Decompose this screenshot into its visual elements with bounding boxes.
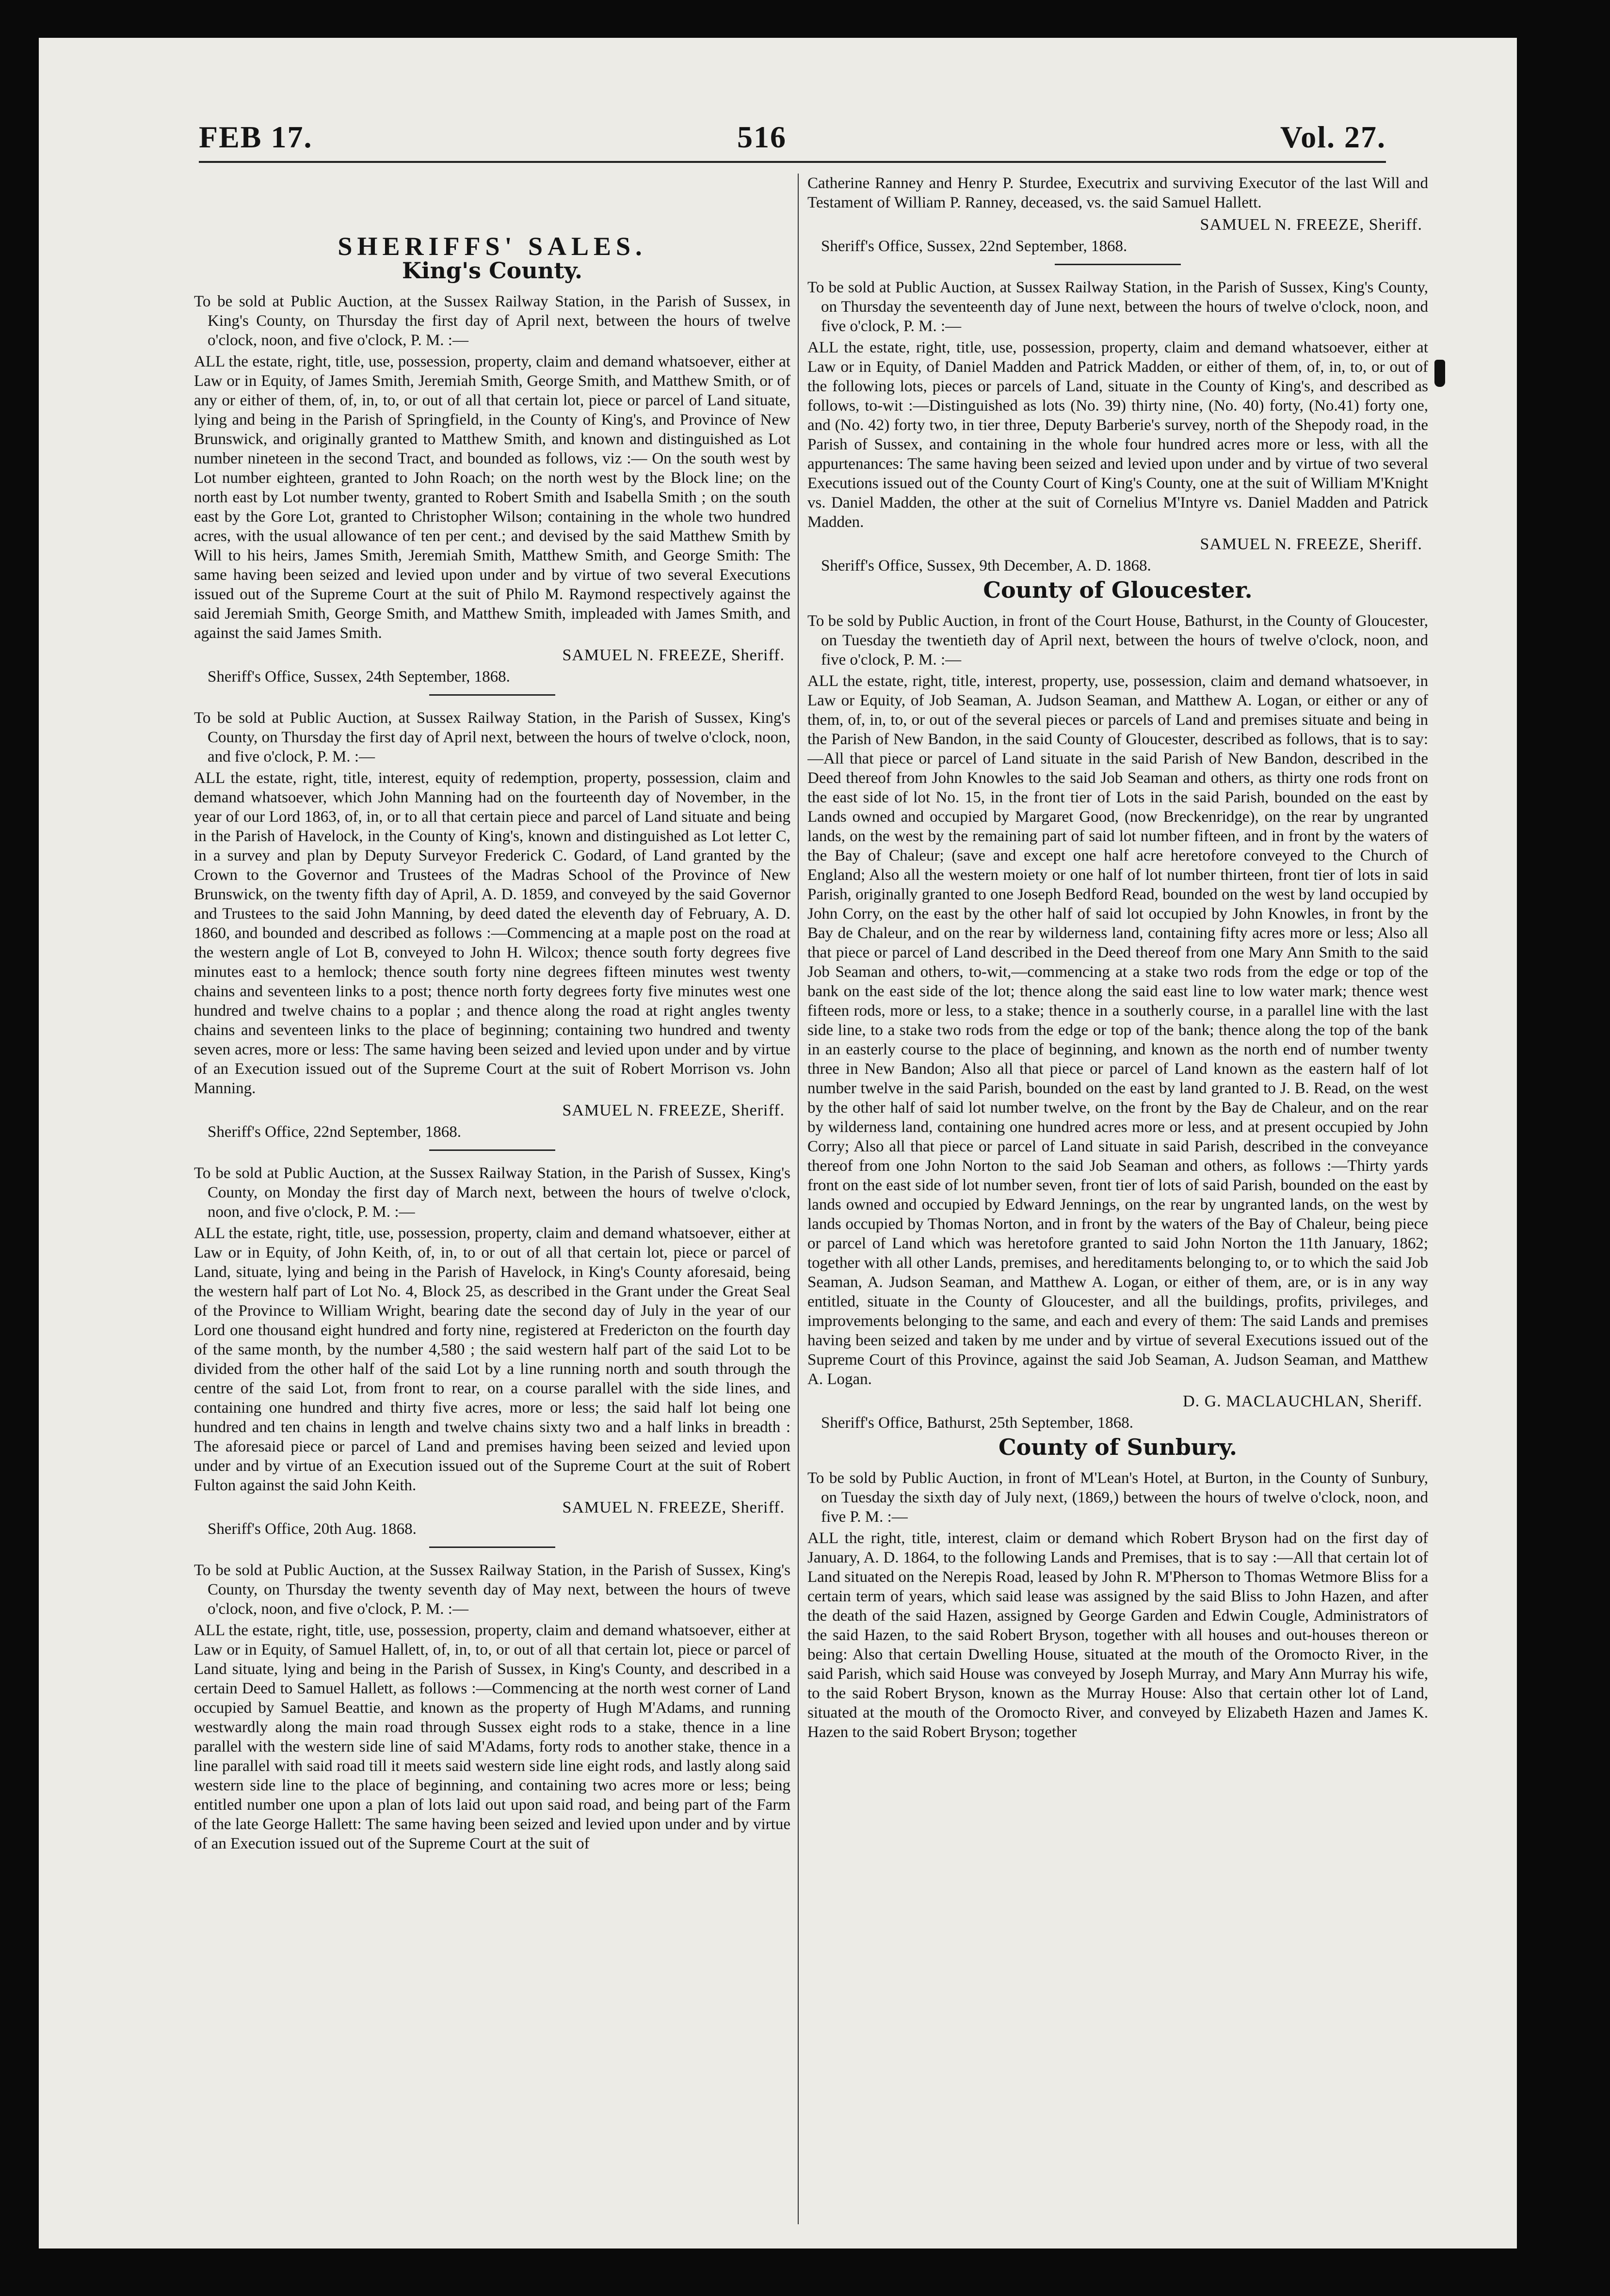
notice-separator bbox=[429, 1149, 555, 1151]
sheriff-signature: SAMUEL N. FREEZE, Sheriff. bbox=[562, 646, 785, 664]
sheriff-office-date: Sheriff's Office, Sussex, 24th September, 1868. bbox=[208, 668, 510, 686]
county-heading: King's County. bbox=[402, 257, 582, 284]
notice-separator bbox=[429, 1547, 555, 1548]
notice-intro: To be sold at Public Auction, at the Sussex Railway Station, in the Parish of Sussex, King's County, on Monday the first day of March next, between the hours of twelve o'clock, noon, and five o'clock, P. M. :— bbox=[194, 1164, 790, 1221]
sheriff-signature: SAMUEL N. FREEZE, Sheriff. bbox=[1200, 216, 1422, 234]
sale-notice bbox=[194, 292, 790, 686]
sale-notice bbox=[807, 174, 1428, 256]
sheriff-office-date: Sheriff's Office, 20th Aug. 1868. bbox=[208, 1520, 417, 1538]
notice-body: ALL the right, title, interest, claim or demand which Robert Bryson had on the first day of January, A. D. 1864, to the following Lands and Premises, that is to say :—All that certain lot of Land situated on the Nerepis Road, leased by John R. M'Pherson to Thomas Wetmore Bliss for a certain term of years, which said lease was assigned by the said Bliss to John Hazen, and after the death of the said Hazen, assigned by George Garden and Edwin Cougle, Administrators of the said Hazen, to the said Robert Bryson, together with all houses and out-houses thereon or being: Also that certain Dwelling House, situated at the mouth of the Oromocto River, in the said Parish, which said House was conveyed by Joseph Murray, and Mary Ann Murray his wife, to the said Robert Bryson, known as the Murray House: Also that certain other lot of Land, situated at the mouth of the Oromocto River, and conveyed by Elizabeth Hazen and James K. Hazen to the said Robert Bryson; together bbox=[807, 1530, 1428, 1741]
sale-notice bbox=[807, 611, 1428, 1433]
county-heading: County of Sunbury. bbox=[998, 1434, 1238, 1460]
county-heading: County of Gloucester. bbox=[983, 577, 1253, 603]
notice-body: ALL the estate, right, title, interest, equity of redemption, property, possession, claim and demand whatsoever, which John Manning had on the fourteenth day of November, in the year of our Lord 1863, of, in, or to all that certain piece and parcel of Land situate and being in the Parish of Havelock, in the County of King's, known and distinguished as Lot letter C, in a survey and plan by Deputy Surveyor Frederick C. Godard, of Land granted by the Crown to the Governor and Trustees of the Madras School of the Province of New Brunswick, on the twenty fifth day of April, A. D. 1859, and conveyed by the said Governor and Trustees to the said John Manning, by deed dated the eleventh day of February, A. D. 1860, and bounded and described as follows :—Commencing at a maple post on the road at the western angle of Lot B, conveyed to John H. Wilcox; thence south forty degrees five minutes east to a hemlock; thence south forty nine degrees fifteen minutes west twenty chains and seventeen links to a post; thence north forty degrees forty five minutes west one hundred and twelve chains to a poplar ; and thence along the road at right angles twenty chains and seventeen links to the place of beginning; containing two hundred and twenty seven acres, more or less: The same having been seized and levied upon under and by virtue of an Execution issued out of the Supreme Court at the suit of Robert Morrison vs. John Manning. bbox=[194, 769, 790, 1097]
right-column bbox=[807, 174, 1428, 2224]
ink-smudge bbox=[1434, 360, 1445, 387]
notice-body: ALL the estate, right, title, use, possession, property, claim and demand whatsoever, either at Law or in Equity, of Daniel Madden and Patrick Madden, or either of them, of, in, to, or out of the following lots, pieces or parcels of Land, situate in the County of King's, and described as follows, to-wit :—Distinguished as lots (No. 39) thirty nine, (No. 40) forty, (No.41) forty one, and (No. 42) forty two, in tier three, Deputy Barberie's survey, north of the Shepody road, in the Parish of Sussex, and containing in the whole four hundred acres more or less, with all the appurtenances: The same having been seized and levied upon under and by virtue of two several Executions issued out of the County Court of King's County, one at the suit of William M'Knight vs. Daniel Madden, the other at the suit of Cornelius M'Intyre vs. Daniel Madden and Patrick Madden. bbox=[807, 339, 1428, 531]
left-column bbox=[194, 174, 790, 2224]
notice-body: ALL the estate, right, title, interest, property, use, possession, claim and demand whatsoever, in Law or Equity, of Job Seaman, A. Judson Seaman, and Matthew A. Logan, or either or any of them, of, in, to, or out of the several pieces or parcels of Land and premises situate and being in the Parish of New Bandon, in the said County of Gloucester, described as follows, that is to say:—All that piece or parcel of Land situate in the said Parish of New Bandon, described in the Deed thereof from John Knowles to the said Job Seaman and others, as thirty one rods front on the east side of lot No. 15, in the front tier of Lots in the said Parish, bounded on the east by Lands owned and occupied by Margaret Good, (now Breckenridge), on the rear by ungranted lands, on the west by the remaining part of said lot number fifteen, and in front by the waters of the Bay of Chaleur; (save and except one half acre heretofore conveyed to the Church of England; Also all the western moiety or one half of lot number thirteen, front tier of lots in said Parish, originally granted to one Joseph Bedford Read, bounded on the west by land occupied by John Corry, on the east by the other half of said lot occupied by John Knowles, in front by the Bay de Chaleur, and on the rear by wilderness land, containing fifty acres more or less; Also all that piece or parcel of Land described in the Deed thereof from one Mary Ann Smith to the said Job Seaman and others, to-wit,—commencing at a stake two rods from the edge or top of the bank on the east side of the lot; thence along the said east line to low water mark; thence west fifteen rods, more or less, to a stake; thence in a southerly course, in a parallel line with the last side line, to a stake two rods from the edge or top of the bank; thence along the top of the bank in an easterly course to the place of beginning, and known as the north end of number twenty three in New Bandon; Also all that piece or parcel of Land known as the eastern half of lot number twelve in the said Parish, bounded on the east by land granted to J. B. Read, on the west by the other half of said lot number twelve, on the front by the Bay de Chaleur, and on the rear by wilderness land, containing one hundred acres more or less, and at present occupied by John Corry; Also all that piece or parcel of Land situate in said Parish, described in the conveyance thereof from one John Norton to the said Job Seaman and others, as follows :—Thirty yards front on the east side of lot number seven, front tier of lots of said Parish, bounded on the east by lands owned and occupied by Edward Jennings, on the rear by ungranted lands, on the west by lands occupied by Thomas Norton, and in front by the waters of the Bay of Chaleur, being piece or parcel of Land which was heretofore granted to said John Norton the 11th January, 1862; together with all other Lands, premises, and hereditaments belonging to, or to which the said Job Seaman, A. Judson Seaman, and Matthew A. Logan, or either of them, are, or is in any way entitled, situate in the County of Gloucester, and all the buildings, profits, privileges, and improvements belonging to the same, and each and every of them: The said Lands and premises having been seized and taken by me under and by virtue of several Executions issued out of the Supreme Court of this Province, against the said Job Seaman, A. Judson Seaman, and Matthew A. Logan. bbox=[807, 672, 1428, 1388]
sheriff-office-date: Sheriff's Office, Sussex, 9th December, A. D. 1868. bbox=[821, 557, 1151, 574]
newspaper-page bbox=[39, 38, 1517, 2248]
page-number: 516 bbox=[737, 120, 787, 154]
notice-intro: To be sold at Public Auction, at Sussex Railway Station, in the Parish of Sussex, King's County, on Thursday the first day of April next, between the hours of twelve o'clock, noon, and five o'clock, P. M. :— bbox=[194, 709, 790, 765]
sale-notice bbox=[194, 1561, 790, 1853]
notice-intro: To be sold by Public Auction, in front of the Court House, Bathurst, in the County of Gloucester, on Tuesday the twentieth day of April next, between the hours of twelve o'clock, noon, and five o'clock, P. M. :— bbox=[807, 612, 1428, 669]
sheriff-signature: D. G. MACLAUCHLAN, Sheriff. bbox=[1183, 1392, 1422, 1410]
sale-notice bbox=[194, 1164, 790, 1539]
sheriff-signature: SAMUEL N. FREEZE, Sheriff. bbox=[1200, 535, 1422, 553]
notice-separator bbox=[1055, 264, 1181, 265]
sheriff-office-date: Sheriff's Office, Bathurst, 25th September, 1868. bbox=[821, 1414, 1134, 1432]
page-header bbox=[39, 38, 1517, 183]
notice-body: ALL the estate, right, title, use, possession, property, claim and demand whatsoever, either at Law or in Equity, of James Smith, Jeremiah Smith, George Smith, and Matthew Smith, or of any or either of them, of, in, to, or out of all that certain lot, piece or parcel of Land situate, lying and being in the Parish of Springfield, in the County of King's, and Province of New Brunswick, and originally granted to Matthew Smith, and known and distinguished as Lot number nineteen in the second Tract, and bounded as follows, viz :— On the south west by Lot number eighteen, granted to John Roach; on the north west by the Block line; on the north east by Lot number twenty, granted to Robert Smith and Isabella Smith ; on the south east by the Gore Lot, granted to Christopher Wilson; containing in the whole two hundred acres, with the usual allowance of ten per cent.; and devised by the said Matthew Smith by Will to his heirs, James Smith, Jeremiah Smith, Matthew Smith, and George Smith: The same having been seized and levied upon under and by virtue of two several Executions issued out of the Supreme Court at the suit of Philo M. Raymond respectively against the said Jeremiah Smith, George Smith, and Matthew Smith, impleaded with James Smith, and against the said James Smith. bbox=[194, 353, 790, 642]
notice-intro: To be sold at Public Auction, at the Sussex Railway Station, in the Parish of Sussex, in King's County, on Thursday the first day of April next, between the hours of twelve o'clock, noon, and five o'clock, P. M. :— bbox=[194, 293, 790, 349]
notice-body: ALL the estate, right, title, use, possession, property, claim and demand whatsoever, either at Law or in Equity, of Samuel Hallett, of, in, to, or out of all that certain lot, piece or parcel of Land situate, lying and being in the Parish of Sussex, in King's County, and described in a certain Deed to Samuel Hallett, as follows :—Commencing at the north west corner of Land occupied by Samuel Beattie, and known as the property of Hugh M'Adams, and running westwardly along the main road through Sussex eight rods to a stake, thence in a line parallel with the western side line of said M'Adams, forty rods to another stake, thence in a line parallel with said road till it meets said western side line eight rods, and lastly along said western side line to the place of beginning, and containing two acres more or less; being entitled number one upon a plan of lots laid out upon said road, and being part of the Farm of the late George Hallett: The same having been seized and levied upon under and by virtue of an Execution issued out of the Supreme Court at the suit of bbox=[194, 1622, 790, 1852]
notice-intro: To be sold at Public Auction, at the Sussex Railway Station, in the Parish of Sussex, King's County, on Thursday the twenty seventh day of May next, between the hours of tweve o'clock, noon, and five o'clock, P. M. :— bbox=[194, 1562, 790, 1618]
notice-intro: To be sold at Public Auction, at Sussex Railway Station, in the Parish of Sussex, King's County, on Thursday the seventeenth day of June next, between the hours of twelve o'clock, noon, and five o'clock, P. M. :— bbox=[807, 279, 1428, 335]
sale-notice bbox=[807, 1468, 1428, 1742]
sheriff-signature: SAMUEL N. FREEZE, Sheriff. bbox=[562, 1499, 785, 1516]
notice-intro: To be sold by Public Auction, in front of M'Lean's Hotel, at Burton, in the County of Sunbury, on Tuesday the sixth day of July next, (1869,) between the hours of twelve o'clock, noon, and five P. M. :— bbox=[807, 1469, 1428, 1526]
issue-date: FEB 17. bbox=[199, 120, 313, 154]
sheriff-signature: SAMUEL N. FREEZE, Sheriff. bbox=[562, 1101, 785, 1119]
sale-notice bbox=[807, 278, 1428, 575]
volume-number: Vol. 27. bbox=[1280, 120, 1386, 154]
sheriff-office-date: Sheriff's Office, 22nd September, 1868. bbox=[208, 1123, 462, 1141]
sale-notice bbox=[194, 708, 790, 1142]
column-divider bbox=[798, 174, 799, 2224]
header-rule bbox=[199, 161, 1386, 163]
notice-body: ALL the estate, right, title, use, possession, property, claim and demand whatsoever, either at Law or in Equity, of John Keith, of, in, to or out of all that certain lot, piece or parcel of Land, situate, lying and being in the Parish of Havelock, in King's County aforesaid, being the western half part of Lot No. 4, Block 25, as described in the Grant under the Great Seal of the Province to William Wright, bearing date the second day of July in the year of our Lord one thousand eight hundred and forty nine, registered at Fredericton on the fourth day of the same month, by the number 4,580 ; the said western half part of the said Lot to be divided from the other half of the said Lot by a line running north and south through the centre of the said Lot, from front to rear, on a course parallel with the side lines, and containing one hundred and thirty five acres, more or less; the said half lot being one hundred and ten chains in length and twelve chains sixty two and a half links in breadth : The aforesaid piece or parcel of Land and premises having been seized and levied upon under and by virtue of an Execution issued out of the Supreme Court at the suit of Robert Fulton against the said John Keith. bbox=[194, 1225, 790, 1494]
section-title: SHERIFFS' SALES. bbox=[338, 232, 647, 261]
notice-body: Catherine Ranney and Henry P. Sturdee, Executrix and surviving Executor of the last Will and Testament of William P. Ranney, deceased, vs. the said Samuel Hallett. bbox=[807, 175, 1428, 211]
sheriff-office-date: Sheriff's Office, Sussex, 22nd September, 1868. bbox=[821, 238, 1127, 255]
notice-separator bbox=[429, 694, 555, 696]
